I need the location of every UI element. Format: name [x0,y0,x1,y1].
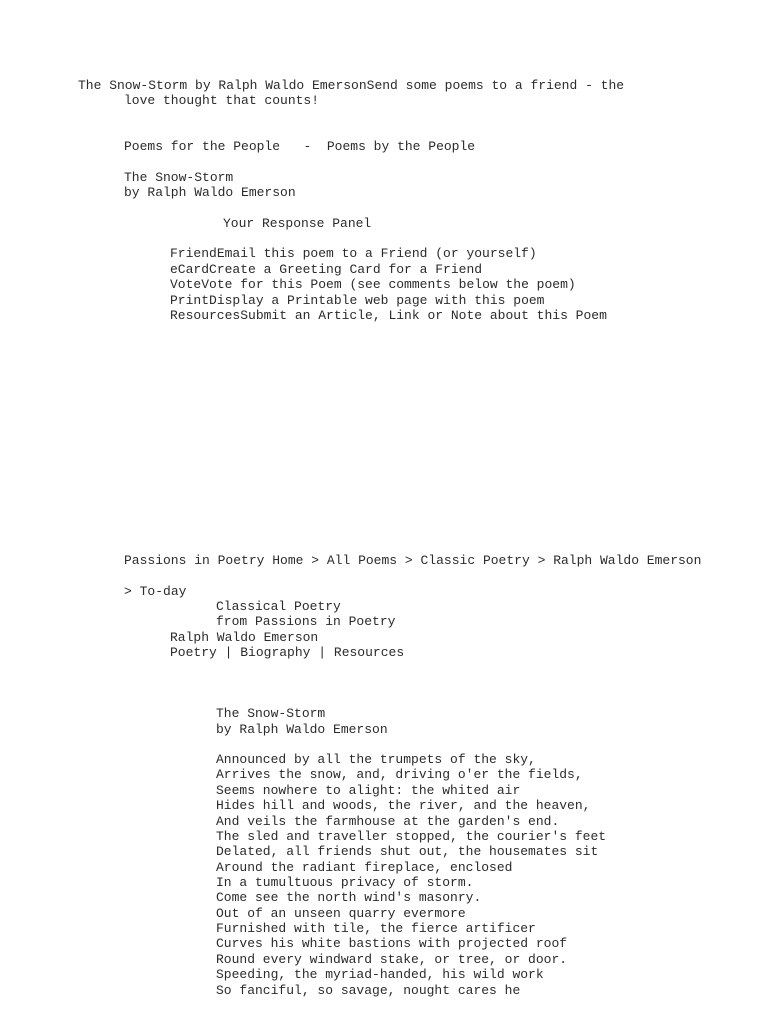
section-line1: Classical Poetry [216,599,341,614]
poem-line: And veils the farmhouse at the garden's end. [216,814,560,829]
print-label: Print [170,293,210,308]
response-panel-heading: Your Response Panel [223,216,372,231]
friend-label: Friend [170,246,217,261]
resources-label: Resources [170,308,241,323]
tagline-separator: - [303,139,312,154]
response-item-friend[interactable] [170,246,537,261]
section-author: Ralph Waldo Emerson [170,630,319,645]
breadcrumb-current: To-day [139,584,187,599]
link-poetry[interactable]: Poetry [170,645,217,660]
poem-line: Out of an unseen quarry evermore [216,906,466,921]
poem-heading-byline: by Ralph Waldo Emerson [124,185,296,200]
poem-line: Curves his white bastions with projected roof [216,936,568,951]
header-title-line2: love thought that counts! [124,93,320,108]
poem-line: Round every windward stake, or tree, or door. [216,952,568,967]
response-item-print[interactable] [170,293,544,308]
resources-text: Submit an Article, Link or Note about this Poem [240,308,607,323]
poem-line: Furnished with tile, the fierce artificer [216,921,536,936]
ecard-label: eCard [170,262,210,277]
header-title-line1: The Snow-Storm by Ralph Waldo EmersonSend some poems to a friend - the [78,78,625,93]
poem-heading-title: The Snow-Storm [124,170,234,185]
response-item-vote[interactable] [170,277,576,292]
response-item-ecard[interactable] [170,262,482,277]
poem-line: Hides hill and woods, the river, and the heaven, [216,798,591,813]
tagline-right: Poems by the People [326,139,476,154]
link-resources[interactable]: Resources [333,645,405,660]
section-line2: from Passions in Poetry [216,614,396,629]
breadcrumb-all-poems[interactable]: All Poems [326,553,398,568]
breadcrumb-home[interactable]: Passions in Poetry Home [124,553,304,568]
poem-line: Come see the north wind's masonry. [216,890,482,905]
response-item-resources[interactable] [170,308,607,323]
tagline-left: Poems for the People [124,139,281,154]
vote-text: Vote for this Poem (see comments below the poem) [201,277,576,292]
poem-line: Announced by all the trumpets of the sky, [216,752,536,767]
breadcrumb-classic-poetry[interactable]: Classic Poetry [420,553,530,568]
poem-line: Delated, all friends shut out, the housemates sit [216,844,599,859]
print-text: Display a Printable web page with this poem [209,293,545,308]
poem-line: In a tumultuous privacy of storm. [216,875,474,890]
vote-label: Vote [170,277,202,292]
ecard-text: Create a Greeting Card for a Friend [209,262,483,277]
poem-line: The sled and traveller stopped, the courier's feet [216,829,607,844]
breadcrumb-current-line: > To-day [124,584,187,599]
poem-line: Around the radiant fireplace, enclosed [216,860,513,875]
poem-byline: by Ralph Waldo Emerson [216,722,388,737]
breadcrumb-author[interactable]: Ralph Waldo Emerson [553,553,702,568]
poem-title: The Snow-Storm [216,706,326,721]
poem-line: Arrives the snow, and, driving o'er the fields, [216,767,583,782]
section-links: Poetry | Biography | Resources [170,645,405,660]
link-biography[interactable]: Biography [240,645,311,660]
poem-line: Seems nowhere to alight: the whited air [216,783,521,798]
poem-line: Speeding, the myriad-handed, his wild work [216,967,544,982]
friend-text: Email this poem to a Friend (or yourself) [216,246,537,261]
tagline [124,139,475,154]
poem-line: So fanciful, so savage, nought cares he [216,983,521,998]
breadcrumb: Passions in Poetry Home > All Poems > Classic Poetry > Ralph Waldo Emerson [124,553,702,568]
